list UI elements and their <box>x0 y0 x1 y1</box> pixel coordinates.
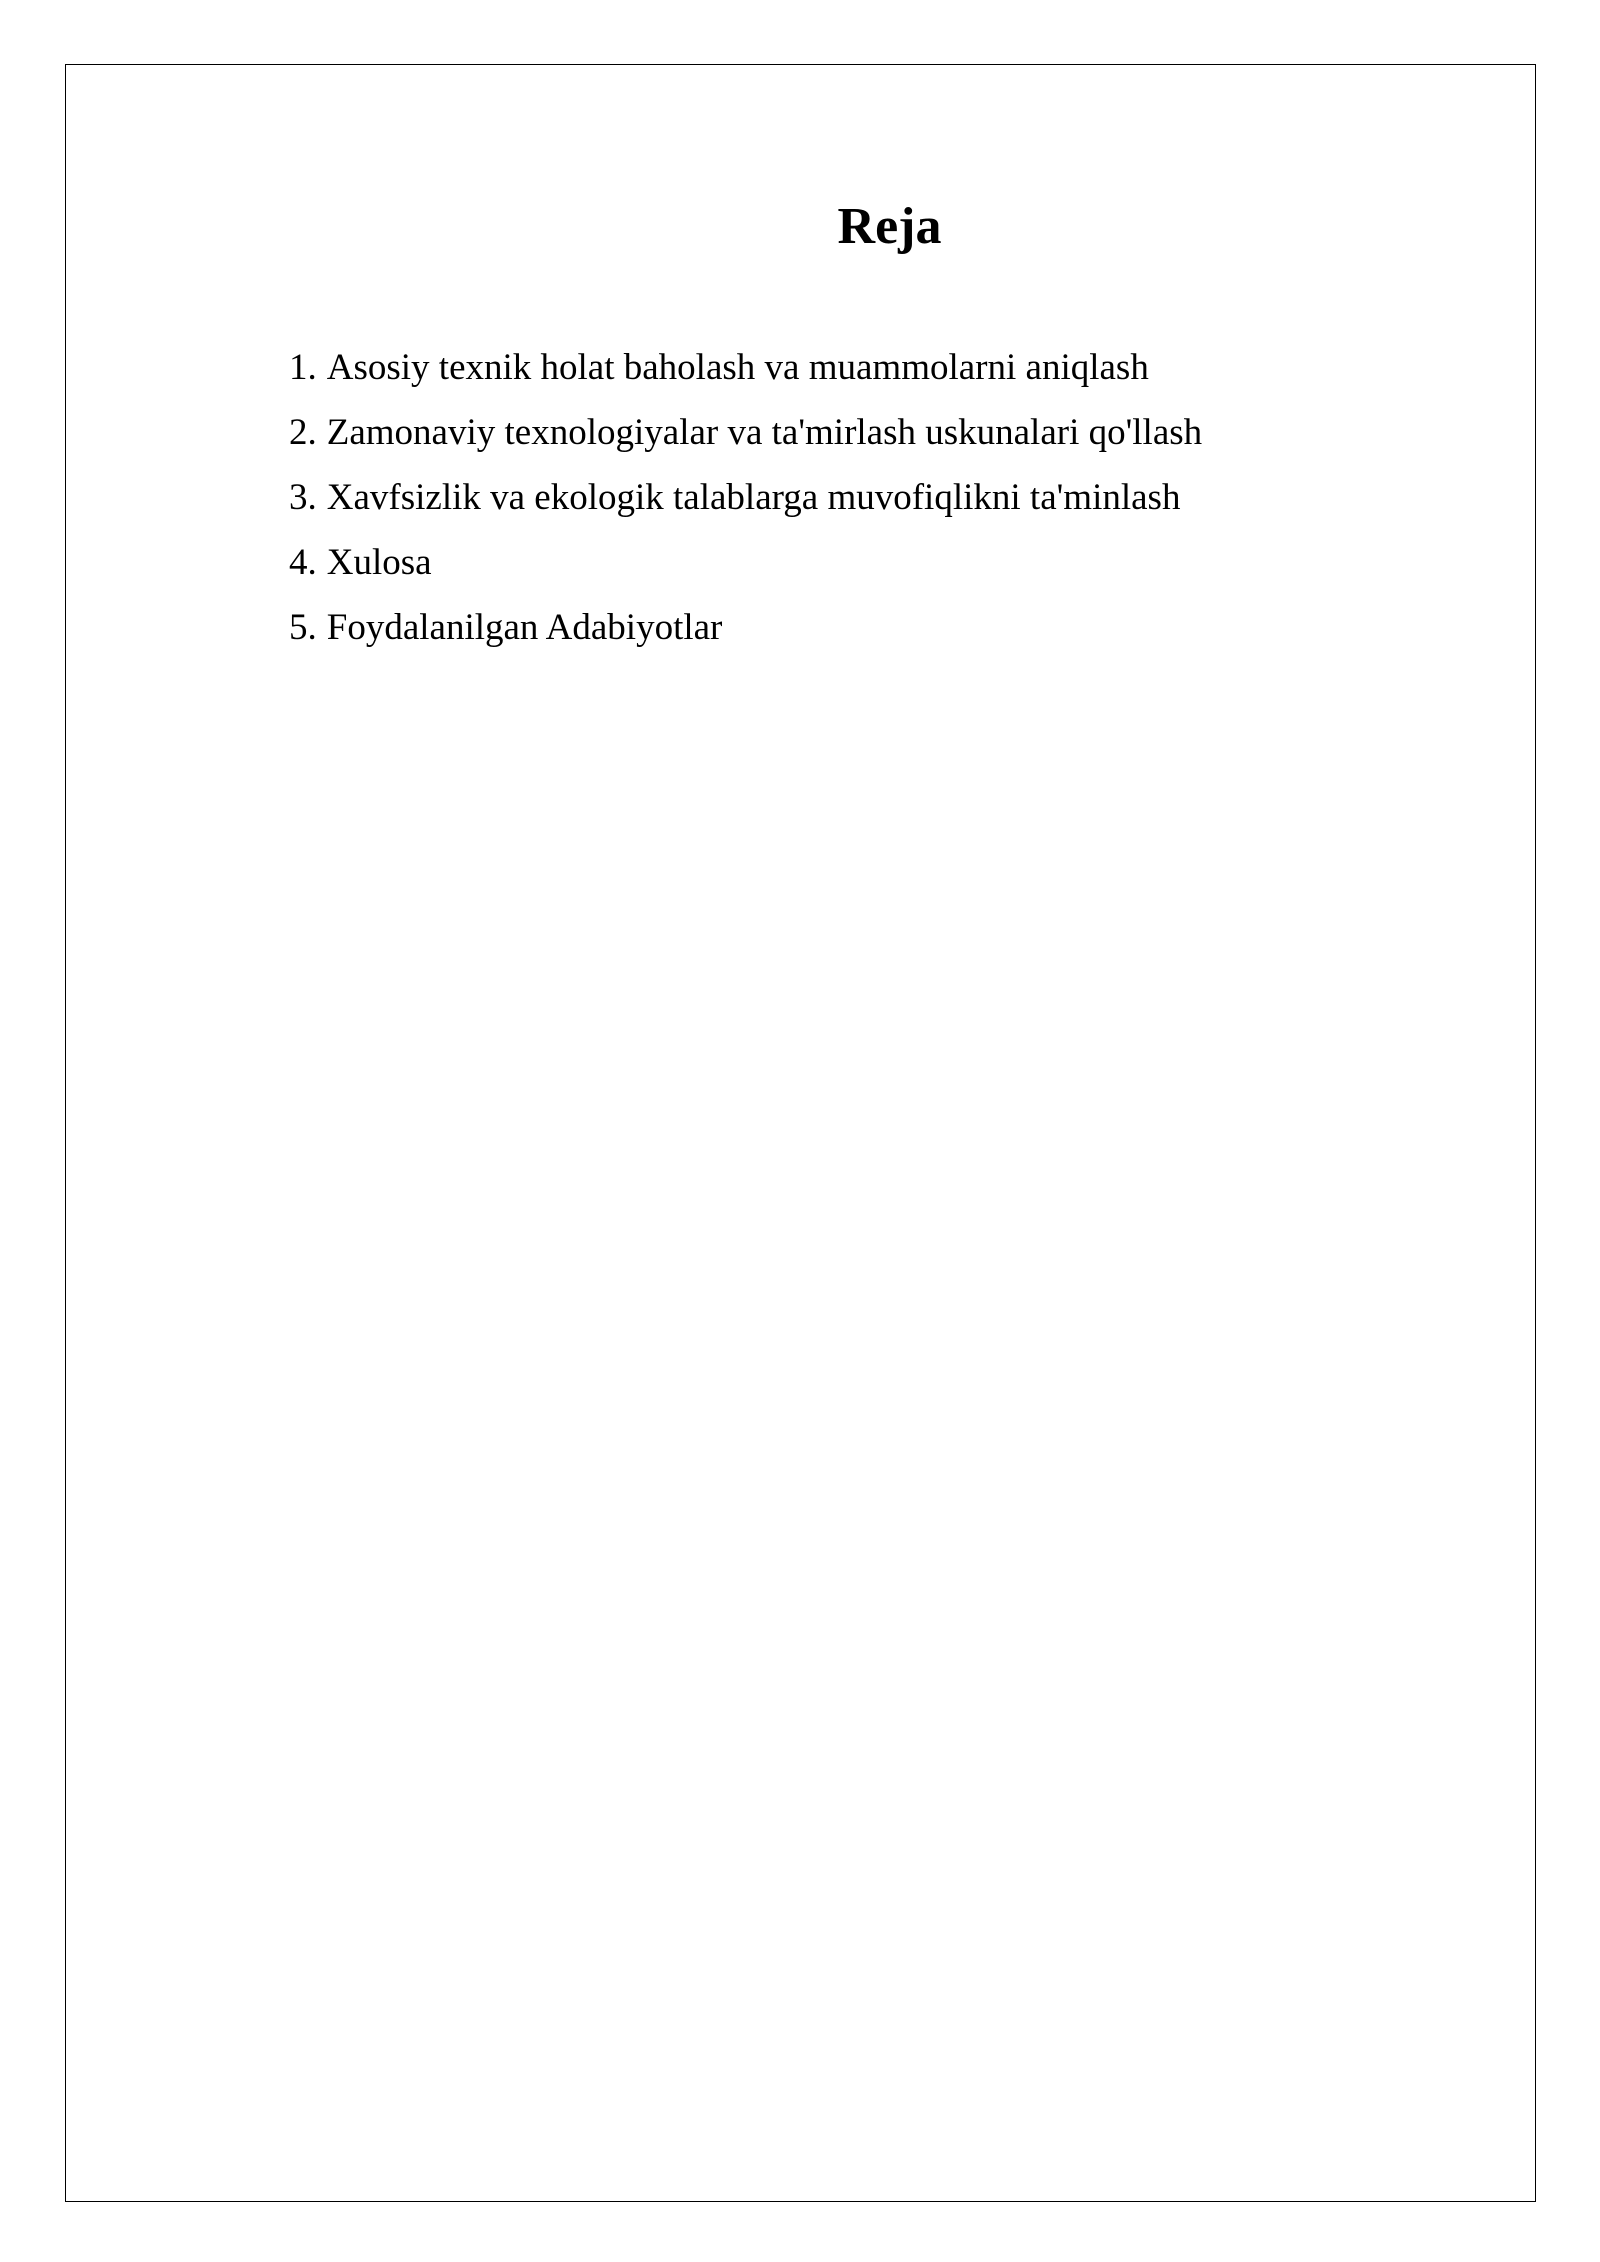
list-item <box>289 465 1202 530</box>
list-item-text: Zamonaviy texnologiyalar va ta'mirlash uskunalari qo'llash <box>326 412 1203 453</box>
list-item <box>289 595 1202 660</box>
list-item-number: 2. <box>289 412 317 453</box>
page-title: Reja <box>837 198 942 255</box>
list-item <box>289 530 1202 595</box>
list-item-text: Foydalanilgan Adabiyotlar <box>326 607 723 648</box>
list-item-text: Xavfsizlik va ekologik talablarga muvofiqlikni ta'minlash <box>326 477 1181 518</box>
list-item-text: Asosiy texnik holat baholash va muammolarni aniqlash <box>326 347 1149 388</box>
plan-list <box>289 335 1202 660</box>
list-item-number: 3. <box>289 477 317 518</box>
list-item <box>289 335 1202 400</box>
list-item-number: 1. <box>289 347 317 388</box>
list-item-text: Xulosa <box>326 542 432 583</box>
list-item-number: 5. <box>289 607 317 648</box>
list-item <box>289 400 1202 465</box>
list-item-number: 4. <box>289 542 317 583</box>
